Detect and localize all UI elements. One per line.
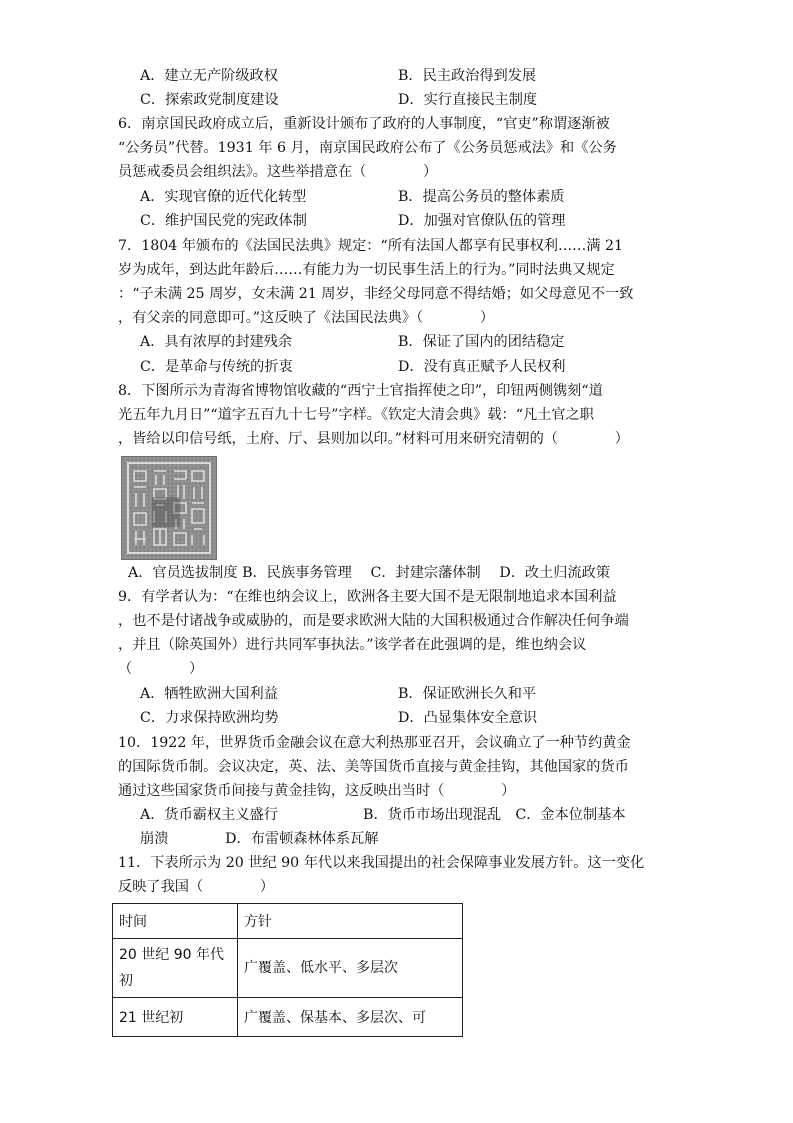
seal-impression-icon bbox=[122, 457, 216, 559]
table-row bbox=[113, 998, 463, 1037]
q10-stem-line: 的国际货币制。会议决定，英、法、美等国货币直接与黄金挂钩，其他国家的货币 bbox=[118, 759, 629, 775]
q7-option-a: A．具有浓厚的封建残余 bbox=[140, 334, 293, 350]
q9-stem-line: ，并且（除英国外）进行共同军事执法。”该学者在此强调的是，维也纳会议 bbox=[118, 637, 587, 653]
q8-options: A．官员选拔制度 B．民族事务管理 C．封建宗藩体制 D．改土归流政策 bbox=[128, 565, 611, 581]
q7-stem-line: 岁为成年，到达此年龄后……有能力为一切民事生活上的行为。”同时法典又规定 bbox=[118, 262, 615, 278]
q8-stem-line: 8．下图所示为青海省博物馆收藏的“西宁土官指挥使之印”，印钮两侧镌刻“道 bbox=[118, 383, 603, 399]
q9-option-d: D．凸显集体安全意识 bbox=[398, 710, 538, 726]
table-header-row bbox=[113, 904, 463, 939]
q11-stem-line: 11．下表所示为 20 世纪 90 年代以来我国提出的社会保障事业发展方针。这一变化 bbox=[118, 855, 645, 871]
q7-stem-line: ，有父亲的同意即可。”这反映了《法国民法典》（ ） bbox=[118, 310, 495, 326]
table-header-cell: 时间 bbox=[113, 904, 238, 939]
q11-stem-line: 反映了我国（ ） bbox=[118, 879, 275, 895]
table-cell: 广覆盖、低水平、多层次 bbox=[238, 939, 463, 998]
q6-option-c: C．维护国民党的宪政体制 bbox=[140, 213, 307, 229]
q6-stem-line: “公务员”代替。1931 年 6 月，南京国民政府公布了《公务员惩戒法》和《公务 bbox=[118, 140, 617, 156]
q5-option-b: B．民主政治得到发展 bbox=[398, 68, 537, 84]
q6-option-a: A．实现官僚的近代化转型 bbox=[140, 189, 307, 205]
table-cell: 20 世纪 90 年代初 bbox=[113, 939, 238, 998]
q9-option-a: A．牺牲欧洲大国利益 bbox=[140, 686, 278, 702]
q7-option-b: B．保证了国内的团结稳定 bbox=[398, 334, 565, 350]
q6-stem-line: 员惩戒委员会组织法》。这些举措意在（ ） bbox=[118, 164, 438, 180]
q5-option-d: D．实行直接民主制度 bbox=[398, 92, 538, 108]
q7-stem-line: ：“子未满 25 周岁，女未满 21 周岁，非经父母同意不得结婚；如父母意见不一致 bbox=[118, 286, 634, 302]
table-cell: 广覆盖、保基本、多层次、可 bbox=[238, 998, 463, 1037]
table-header-cell: 方针 bbox=[238, 904, 463, 939]
q8-stem-line: 光五年九月日”“道字五百九十七号”字样。《钦定大清会典》载：“凡土官之职 bbox=[118, 407, 594, 423]
policy-table bbox=[112, 903, 463, 1037]
q9-stem-line: （ ） bbox=[118, 661, 204, 677]
q5-option-c: C．探索政党制度建设 bbox=[140, 92, 279, 108]
table-cell: 21 世纪初 bbox=[113, 998, 238, 1037]
q7-option-c: C．是革命与传统的折衷 bbox=[140, 359, 293, 375]
table-row bbox=[113, 939, 463, 998]
q9-stem-line: ，也不是付诸战争或威胁的，而是要求欧洲大陆的大国积极通过合作解决任何争端 bbox=[118, 613, 629, 629]
q7-option-d: D．没有真正赋予人民权利 bbox=[398, 359, 566, 375]
q6-option-b: B．提高公务员的整体素质 bbox=[398, 189, 565, 205]
q9-option-b: B．保证欧洲长久和平 bbox=[398, 686, 537, 702]
q8-stem-line: ，皆给以印信号纸，土府、厅、县则加以印。”材料可用来研究清朝的（ ） bbox=[118, 431, 629, 447]
q5-option-a: A．建立无产阶级政权 bbox=[140, 68, 278, 84]
q9-option-c: C．力求保持欧洲均势 bbox=[140, 710, 279, 726]
q10-stem-line: 10．1922 年，世界货币金融会议在意大利热那亚召开，会议确立了一种节约黄金 bbox=[118, 735, 631, 751]
q6-option-d: D．加强对官僚队伍的管理 bbox=[398, 213, 566, 229]
q10-options-line: 崩溃 D．布雷顿森林体系瓦解 bbox=[140, 831, 379, 847]
seal-image bbox=[121, 456, 217, 560]
q7-stem-line: 7．1804 年颁布的《法国民法典》规定：“所有法国人都享有民事权利……满 21 bbox=[118, 238, 624, 254]
q10-options-line: A．货币霸权主义盛行 B．货币市场出现混乱 C．金本位制基本 bbox=[140, 807, 626, 823]
q6-stem-line: 6．南京国民政府成立后，重新设计颁布了政府的人事制度，“官吏”称谓逐渐被 bbox=[118, 116, 610, 132]
q9-stem-line: 9．有学者认为：“在维也纳会议上，欧洲各主要大国不是无限制地追求本国利益 bbox=[118, 589, 617, 605]
q10-stem-line: 通过这些国家货币间接与黄金挂钩，这反映出当时（ ） bbox=[118, 783, 516, 799]
